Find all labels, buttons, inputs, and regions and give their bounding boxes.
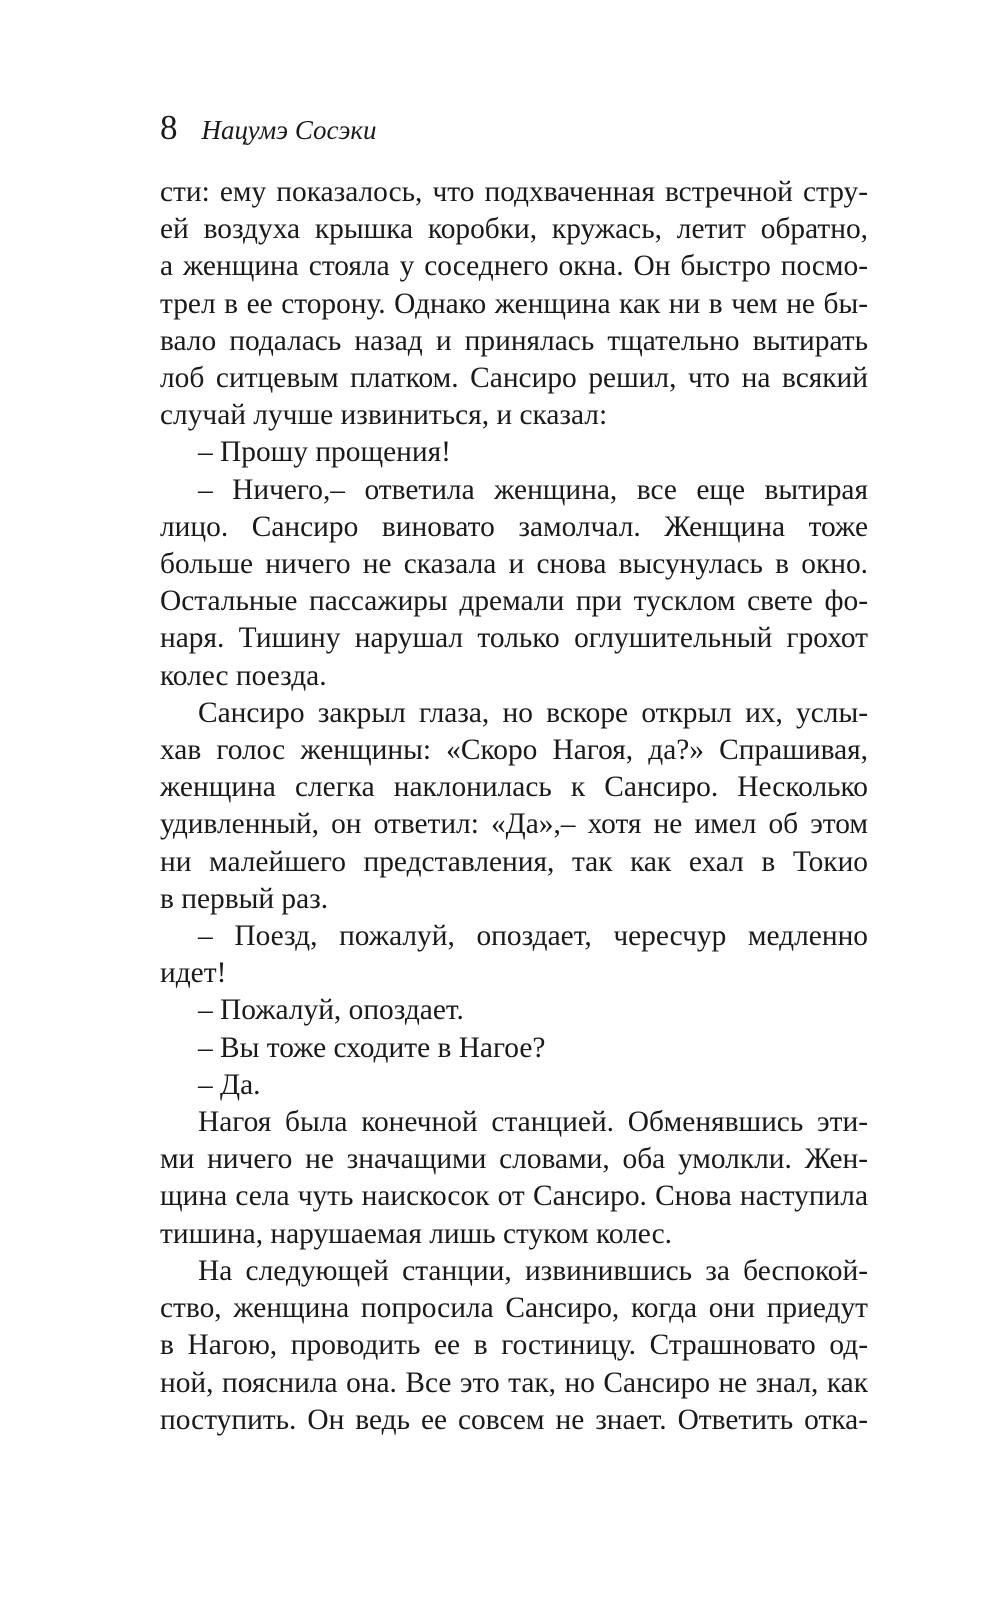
text-line: колес поезда.	[160, 659, 327, 692]
text-line: наря. Тишину нарушал только оглушительный грохот	[160, 622, 868, 655]
text-line: ной, пояснила она. Все это так, но Сансиро не знал, как	[160, 1366, 868, 1399]
book-page	[160, 108, 868, 1439]
text-line: ни малейшего представления, так как ехал в Токио	[160, 845, 868, 878]
text-line: Остальные пассажиры дремали при тусклом свете фо-	[160, 585, 868, 618]
text-line: случай лучше извиниться, и сказал:	[160, 399, 608, 432]
text-line: – Ничего,– ответила женщина, все еще вытирая	[198, 473, 868, 506]
text-line: ство, женщина попросила Сансиро, когда они приедут	[160, 1292, 868, 1325]
text-line: женщина слегка наклонилась к Сансиро. Несколько	[160, 771, 868, 804]
text-line: Сансиро закрыл глаза, но вскоре открыл их, услы-	[198, 696, 868, 729]
text-line: Нагоя была конечной станцией. Обменявшись эти-	[198, 1106, 868, 1139]
text-line: лицо. Сансиро виновато замолчал. Женщина тоже	[160, 510, 868, 543]
text-line: поступить. Он ведь ее совсем не знает. Ответить отка-	[160, 1403, 868, 1436]
text-line: лоб ситцевым платком. Сансиро решил, что на всякий	[160, 362, 868, 395]
text-line: больше ничего не сказала и снова высунулась в окно.	[160, 548, 868, 581]
text-line: На следующей станции, извинившись за беспокой-	[198, 1254, 868, 1287]
text-line: вало подалась назад и принялась тщательно вытирать	[160, 324, 868, 357]
text-line: тишина, нарушаемая лишь стуком колес.	[160, 1217, 672, 1250]
text-line: а женщина стояла у соседнего окна. Он быстро посмо-	[160, 250, 868, 283]
text-line: идет!	[160, 957, 227, 990]
text-line: сти: ему показалось, что подхваченная встречной стру-	[160, 176, 868, 208]
text-line: ей воздуха крышка коробки, кружась, летит обратно,	[160, 213, 868, 246]
text-line: – Пожалуй, опоздает.	[198, 994, 464, 1027]
text-line: ми ничего не значащими словами, оба умолкли. Жен-	[160, 1143, 868, 1176]
text-line: трел в ее сторону. Однако женщина как ни в чем не бы-	[160, 287, 868, 320]
text-line: хав голос женщины: «Скоро Нагоя, да?» Спрашивая,	[160, 734, 868, 767]
text-line: в первый раз.	[160, 882, 329, 915]
page-number: 8	[160, 108, 178, 147]
text-line: в Нагою, проводить ее в гостиницу. Страшновато од-	[160, 1329, 868, 1362]
text-line: удивленный, он ответил: «Да»,– хотя не имел об этом	[160, 808, 868, 841]
running-title-author: Нацумэ Сосэки	[201, 115, 377, 145]
body-text	[160, 174, 868, 1439]
running-header	[160, 108, 868, 158]
text-line: – Поезд, пожалуй, опоздает, чересчур медленно	[198, 920, 868, 953]
text-line: – Вы тоже сходите в Нагое?	[198, 1031, 546, 1064]
text-line: щина села чуть наискосок от Сансиро. Снова наступила	[160, 1180, 868, 1213]
text-line: – Прошу прощения!	[198, 436, 451, 469]
text-line: – Да.	[198, 1068, 261, 1101]
